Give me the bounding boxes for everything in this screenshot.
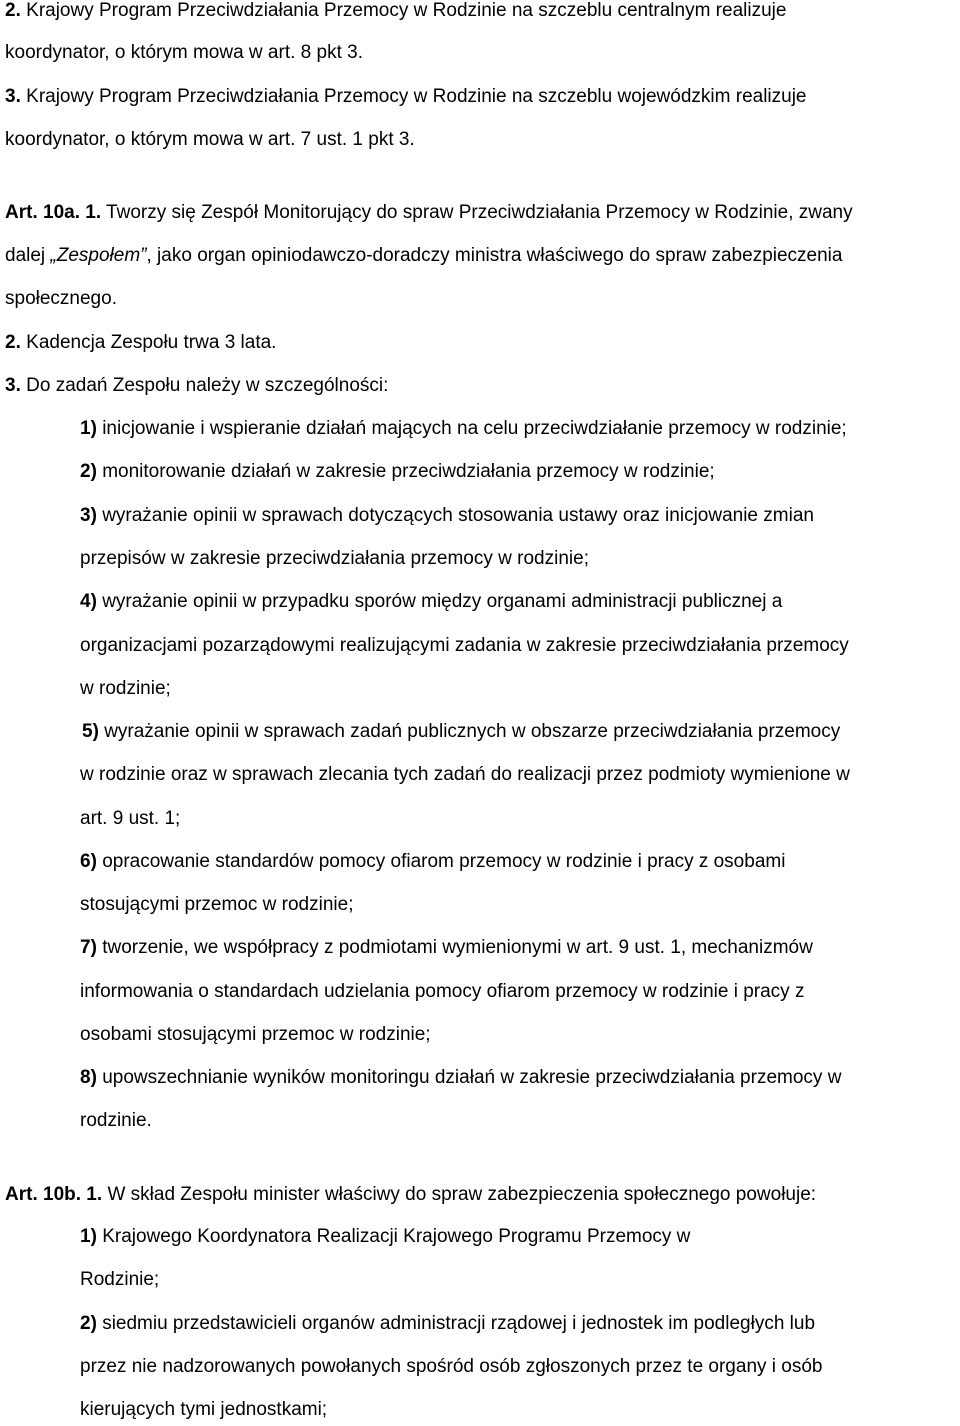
article-10a-line-3: społecznego. — [5, 288, 117, 309]
item-number: 1) — [80, 1226, 97, 1247]
list-item-4 — [80, 589, 782, 615]
item-number: 6) — [80, 851, 97, 872]
list-item-6-continuation: stosującymi przemoc w rodzinie; — [80, 894, 354, 915]
list-item-1 — [80, 416, 847, 442]
section-text: Kadencja Zespołu trwa 3 lata. — [26, 332, 277, 353]
item-text: wyrażanie opinii w sprawach zadań publicznych w obszarze przeciwdziałania przemocy — [104, 721, 841, 742]
list-item-6 — [80, 849, 785, 875]
article-10b-item-1 — [80, 1224, 690, 1250]
item-number: 4) — [80, 591, 97, 612]
list-item-7-continuation: osobami stosującymi przemoc w rodzinie; — [80, 1024, 431, 1045]
article-text: W skład Zespołu minister właściwy do spraw zabezpieczenia społecznego powołuje: — [107, 1184, 817, 1205]
list-item-7 — [80, 935, 813, 961]
article-10a-line-2 — [5, 243, 842, 269]
list-item-7-continuation: informowania o standardach udzielania pomocy ofiarom przemocy w rodzinie i pracy z — [80, 981, 805, 1002]
list-item-8 — [80, 1065, 841, 1091]
item-number: 1) — [80, 418, 97, 439]
section-number: 2. — [5, 332, 21, 353]
list-item-3 — [80, 503, 814, 529]
list-item-3-continuation: przepisów w zakresie przeciwdziałania przemocy w rodzinie; — [80, 548, 589, 569]
article-10b-item-1-continuation: Rodzinie; — [80, 1269, 160, 1290]
article-heading: Art. 10a. 1. — [5, 202, 102, 223]
item-text: tworzenie, we współpracy z podmiotami wymienionymi w art. 9 ust. 1, mechanizmów — [102, 937, 813, 958]
list-item-5-continuation: w rodzinie oraz w sprawach zlecania tych zadań do realizacji przez podmioty wymienione w — [80, 764, 850, 785]
article-10a-section-2 — [5, 330, 276, 356]
list-item-2 — [80, 459, 715, 485]
item-text: monitorowanie działań w zakresie przeciwdziałania przemocy w rodzinie; — [102, 461, 715, 482]
paragraph-2-line-1 — [5, 0, 786, 24]
article-text: , jako organ opiniodawczo-doradczy ministra właściwego do spraw zabezpieczenia — [146, 245, 843, 266]
paragraph-text: Krajowy Program Przeciwdziałania Przemocy w Rodzinie na szczeblu wojewódzkim realizuje — [26, 86, 807, 107]
defined-term: „Zespołem” — [50, 245, 147, 266]
list-item-4-continuation: organizacjami pozarządowymi realizującymi zadania w zakresie przeciwdziałania przemocy — [80, 635, 849, 656]
article-10b-item-2 — [80, 1311, 815, 1337]
paragraph-2-line-2: koordynator, o którym mowa w art. 8 pkt 3. — [5, 42, 363, 63]
item-number: 7) — [80, 937, 97, 958]
item-number: 2) — [80, 461, 97, 482]
item-text: Krajowego Koordynatora Realizacji Krajowego Programu Przemocy w — [102, 1226, 691, 1247]
item-text: wyrażanie opinii w sprawach dotyczących stosowania ustawy oraz inicjowanie zmian — [102, 505, 814, 526]
article-10a-section-3 — [5, 373, 388, 399]
article-text: dalej — [5, 245, 51, 266]
list-item-5-continuation: art. 9 ust. 1; — [80, 808, 181, 829]
paragraph-text: Krajowy Program Przeciwdziałania Przemocy w Rodzinie na szczeblu centralnym realizuje — [26, 0, 787, 21]
paragraph-3-line-1 — [5, 84, 807, 110]
list-item-4-continuation: w rodzinie; — [80, 678, 171, 699]
article-10b-item-2-continuation: przez nie nadzorowanych powołanych spośród osób zgłoszonych przez te organy i osób — [80, 1356, 823, 1377]
article-text: Tworzy się Zespół Monitorujący do spraw Przeciwdziałania Przemocy w Rodzinie, zwany — [106, 202, 853, 223]
item-number: 8) — [80, 1067, 97, 1088]
item-number: 2) — [80, 1313, 97, 1334]
section-number: 3. — [5, 375, 21, 396]
item-number: 5) — [82, 721, 99, 742]
paragraph-number: 2. — [5, 0, 21, 21]
paragraph-number: 3. — [5, 86, 21, 107]
paragraph-3-line-2: koordynator, o którym mowa w art. 7 ust. 1 pkt 3. — [5, 129, 415, 150]
item-text: opracowanie standardów pomocy ofiarom przemocy w rodzinie i pracy z osobami — [102, 851, 786, 872]
item-text: upowszechnianie wyników monitoringu działań w zakresie przeciwdziałania przemocy w — [102, 1067, 842, 1088]
article-10b-item-2-continuation: kierujących tymi jednostkami; — [80, 1399, 328, 1420]
item-text: inicjowanie i wspieranie działań mających na celu przeciwdziałanie przemocy w rodzinie; — [102, 418, 847, 439]
article-heading: Art. 10b. 1. — [5, 1184, 103, 1205]
article-10a-line-1 — [5, 200, 853, 226]
item-text: siedmiu przedstawicieli organów administracji rządowej i jednostek im podległych lub — [102, 1313, 816, 1334]
section-text: Do zadań Zespołu należy w szczególności: — [26, 375, 389, 396]
item-text: wyrażanie opinii w przypadku sporów między organami administracji publicznej a — [102, 591, 783, 612]
list-item-5 — [82, 719, 840, 745]
item-number: 3) — [80, 505, 97, 526]
list-item-8-continuation: rodzinie. — [80, 1110, 152, 1131]
article-10b-line-1 — [5, 1182, 816, 1208]
